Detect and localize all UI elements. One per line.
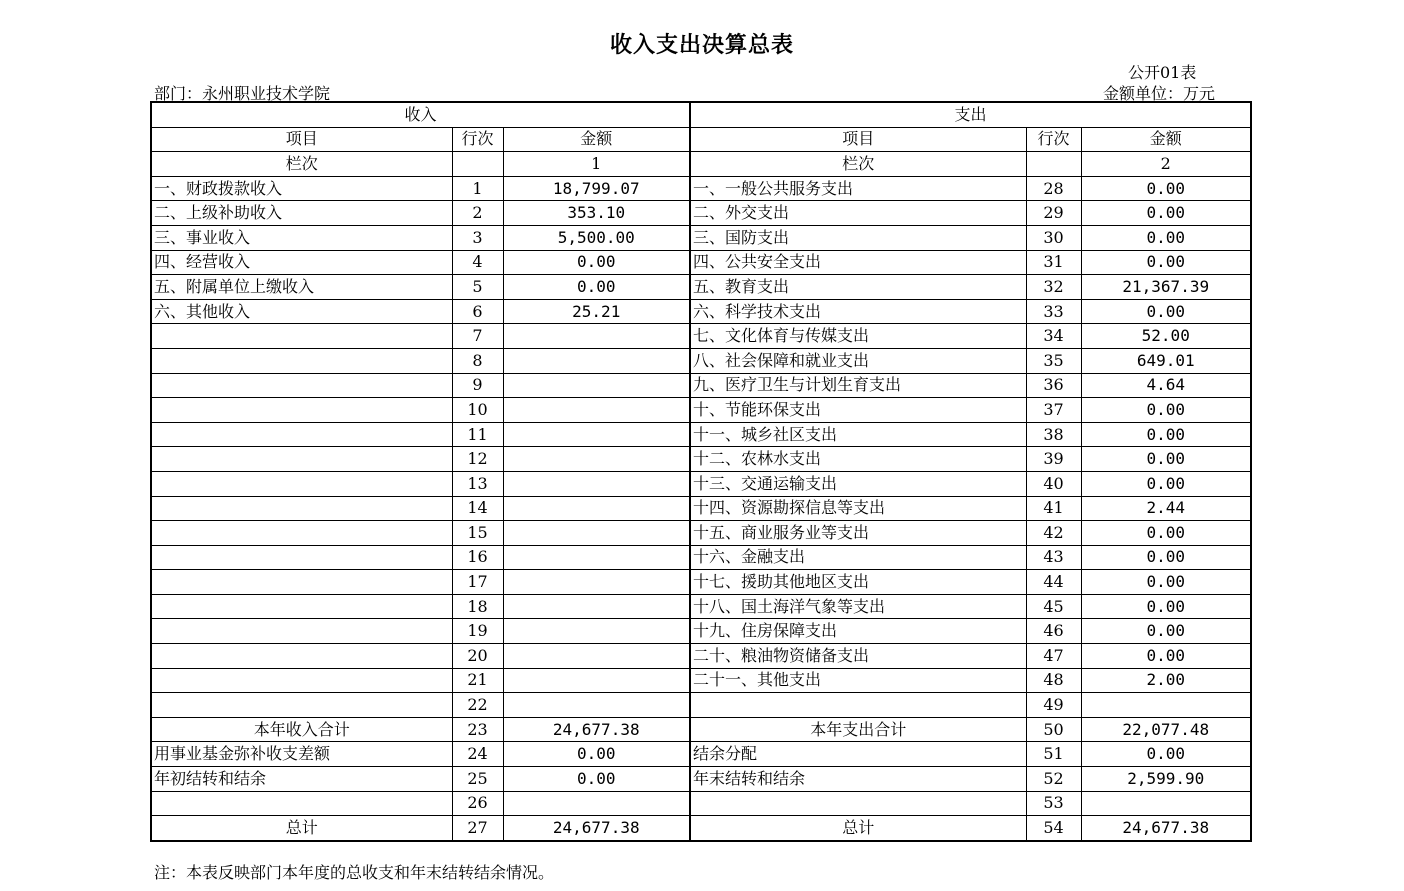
income-amount-cell: [503, 447, 690, 472]
income-rowno-cell: 27: [452, 816, 503, 841]
expense-rowno-header: 行次: [1026, 127, 1081, 152]
unit-label: 金额单位：万元: [1103, 84, 1216, 103]
income-amount-cell: [503, 398, 690, 423]
income-amount-cell: [503, 619, 690, 644]
expense-item-cell: 十八、国土海洋气象等支出: [690, 594, 1026, 619]
table-row: [151, 545, 1251, 570]
expense-item-cell: 九、医疗卫生与计划生育支出: [690, 373, 1026, 398]
income-amount-cell: 25.21: [503, 299, 690, 324]
income-rowno-cell: 23: [452, 717, 503, 742]
expense-rowno-cell: 49: [1026, 693, 1081, 718]
expense-rowno-cell: 36: [1026, 373, 1081, 398]
income-item-cell: [151, 570, 452, 595]
table-row: [151, 570, 1251, 595]
expense-amount-cell: 0.00: [1081, 570, 1251, 595]
expense-rowno-cell: 34: [1026, 324, 1081, 349]
income-rowno-cell: 24: [452, 742, 503, 767]
expense-amount-cell: 52.00: [1081, 324, 1251, 349]
income-item-cell: 二、上级补助收入: [151, 201, 452, 226]
income-rowno-cell: 15: [452, 521, 503, 546]
income-item-cell: 五、附属单位上缴收入: [151, 275, 452, 300]
income-item-cell: 用事业基金弥补收支差额: [151, 742, 452, 767]
income-amount-cell: [503, 644, 690, 669]
expense-item-cell: 二十、粮油物资储备支出: [690, 644, 1026, 669]
expense-amount-cell: 0.00: [1081, 594, 1251, 619]
income-item-cell: 六、其他收入: [151, 299, 452, 324]
income-item-cell: 四、经营收入: [151, 250, 452, 275]
expense-item-header: 项目: [690, 127, 1026, 152]
income-amount-header: 金额: [503, 127, 690, 152]
expense-amount-cell: 24,677.38: [1081, 816, 1251, 841]
expense-rowno-cell: 28: [1026, 176, 1081, 201]
expense-rowno-cell: 33: [1026, 299, 1081, 324]
table-row: [151, 422, 1251, 447]
income-amount-cell: 0.00: [503, 275, 690, 300]
expense-amount-cell: 0.00: [1081, 521, 1251, 546]
income-item-cell: [151, 471, 452, 496]
expense-amount-header: 金额: [1081, 127, 1251, 152]
expense-rowno-cell: 45: [1026, 594, 1081, 619]
expense-amount-cell: 2.00: [1081, 668, 1251, 693]
expense-rowno-cell: 50: [1026, 717, 1081, 742]
expense-item-cell: 十一、城乡社区支出: [690, 422, 1026, 447]
expense-item-cell: 八、社会保障和就业支出: [690, 348, 1026, 373]
expense-rowno-cell: 53: [1026, 791, 1081, 816]
income-amount-cell: [503, 348, 690, 373]
expense-amount-cell: 22,077.48: [1081, 717, 1251, 742]
income-amount-cell: [503, 693, 690, 718]
income-amount-cell: 0.00: [503, 767, 690, 792]
table-row: [151, 816, 1251, 841]
income-amount-cell: 18,799.07: [503, 176, 690, 201]
expense-amount-cell: 0.00: [1081, 619, 1251, 644]
income-item-cell: 总计: [151, 816, 452, 841]
expense-amount-cell: 2.44: [1081, 496, 1251, 521]
expense-item-cell: 二十一、其他支出: [690, 668, 1026, 693]
table-row: [151, 717, 1251, 742]
expense-amount-cell: 0.00: [1081, 176, 1251, 201]
expense-amount-cell: 4.64: [1081, 373, 1251, 398]
income-item-cell: [151, 791, 452, 816]
expense-amount-cell: 0.00: [1081, 398, 1251, 423]
expense-amount-cell: 0.00: [1081, 644, 1251, 669]
expense-amount-cell: 2,599.90: [1081, 767, 1251, 792]
expense-item-cell: 七、文化体育与传媒支出: [690, 324, 1026, 349]
section-header-row: [151, 102, 1251, 127]
table-row: [151, 619, 1251, 644]
table-row: [151, 348, 1251, 373]
expense-rowno-cell: 30: [1026, 225, 1081, 250]
table-row: [151, 521, 1251, 546]
income-item-cell: 一、财政拨款收入: [151, 176, 452, 201]
income-amount-cell: [503, 521, 690, 546]
income-rowno-cell: 5: [452, 275, 503, 300]
expense-rowno-cell: 46: [1026, 619, 1081, 644]
expense-item-cell: 十六、金融支出: [690, 545, 1026, 570]
table-row: [151, 398, 1251, 423]
income-column-label: 栏次: [151, 152, 452, 177]
income-item-cell: [151, 324, 452, 349]
income-rowno-cell: 20: [452, 644, 503, 669]
department-label: 部门：永州职业技术学院: [154, 84, 331, 103]
table-row: [151, 201, 1251, 226]
income-rowno-cell: 26: [452, 791, 503, 816]
income-item-cell: [151, 348, 452, 373]
table-row: [151, 693, 1251, 718]
expense-rowno-cell: 41: [1026, 496, 1081, 521]
table-row: [151, 594, 1251, 619]
income-rowno-cell: 18: [452, 594, 503, 619]
table-row: [151, 373, 1251, 398]
expense-amount-cell: [1081, 791, 1251, 816]
expense-rowno-cell: 29: [1026, 201, 1081, 226]
table-row: [151, 668, 1251, 693]
expense-amount-cell: [1081, 693, 1251, 718]
income-amount-cell: 353.10: [503, 201, 690, 226]
income-item-cell: [151, 422, 452, 447]
expense-item-cell: 十五、商业服务业等支出: [690, 521, 1026, 546]
table-row: [151, 225, 1251, 250]
income-amount-cell: [503, 496, 690, 521]
expense-item-cell: 二、外交支出: [690, 201, 1026, 226]
expense-item-cell: 总计: [690, 816, 1026, 841]
income-amount-cell: [503, 570, 690, 595]
expense-section-header: 支出: [690, 102, 1251, 127]
income-item-cell: [151, 398, 452, 423]
table-row: [151, 767, 1251, 792]
expense-item-cell: 三、国防支出: [690, 225, 1026, 250]
expense-rowno-cell: 42: [1026, 521, 1081, 546]
expense-amount-cell: 21,367.39: [1081, 275, 1251, 300]
income-amount-cell: [503, 791, 690, 816]
column-header-row: [151, 127, 1251, 152]
income-amount-cell: 5,500.00: [503, 225, 690, 250]
expense-item-cell: 十九、住房保障支出: [690, 619, 1026, 644]
expense-amount-cell: 649.01: [1081, 348, 1251, 373]
expense-item-cell: 十、节能环保支出: [690, 398, 1026, 423]
income-rowno-cell: 16: [452, 545, 503, 570]
income-rowno-cell: 1: [452, 176, 503, 201]
footnote: 注：本表反映部门本年度的总收支和年末结转结余情况。: [154, 863, 555, 882]
income-amount-cell: [503, 545, 690, 570]
table-row: [151, 471, 1251, 496]
income-item-cell: [151, 594, 452, 619]
expense-rowno-cell: 31: [1026, 250, 1081, 275]
income-rowno-cell: 22: [452, 693, 503, 718]
expense-rowno-cell: 37: [1026, 398, 1081, 423]
income-amount-cell: [503, 594, 690, 619]
expense-rowno-cell: 44: [1026, 570, 1081, 595]
income-item-header: 项目: [151, 127, 452, 152]
form-number: 公开01表: [1128, 63, 1197, 82]
income-item-cell: [151, 644, 452, 669]
income-expense-table: [150, 101, 1252, 842]
table-row: [151, 176, 1251, 201]
income-amount-cell: [503, 422, 690, 447]
expense-item-cell: [690, 693, 1026, 718]
expense-amount-cell: 0.00: [1081, 250, 1251, 275]
expense-amount-cell: 0.00: [1081, 545, 1251, 570]
income-item-cell: [151, 619, 452, 644]
expense-amount-cell: 0.00: [1081, 299, 1251, 324]
expense-rowno-cell: 52: [1026, 767, 1081, 792]
expense-amount-cell: 0.00: [1081, 201, 1251, 226]
income-amount-cell: [503, 324, 690, 349]
income-rowno-cell: 9: [452, 373, 503, 398]
income-rowno-cell: 14: [452, 496, 503, 521]
expense-column-label: 栏次: [690, 152, 1026, 177]
income-rowno-cell: 3: [452, 225, 503, 250]
income-column-blank: [452, 152, 503, 177]
income-rowno-cell: 12: [452, 447, 503, 472]
expense-rowno-cell: 35: [1026, 348, 1081, 373]
expense-amount-cell: 0.00: [1081, 471, 1251, 496]
expense-item-cell: [690, 791, 1026, 816]
expense-rowno-cell: 43: [1026, 545, 1081, 570]
table-row: [151, 324, 1251, 349]
income-amount-cell: [503, 471, 690, 496]
expense-item-cell: 十二、农林水支出: [690, 447, 1026, 472]
expense-amount-cell: 0.00: [1081, 422, 1251, 447]
income-rowno-cell: 13: [452, 471, 503, 496]
income-rowno-cell: 17: [452, 570, 503, 595]
income-amount-cell: [503, 373, 690, 398]
income-item-cell: [151, 521, 452, 546]
expense-rowno-cell: 39: [1026, 447, 1081, 472]
table-row: [151, 299, 1251, 324]
expense-item-cell: 十七、援助其他地区支出: [690, 570, 1026, 595]
income-rowno-cell: 11: [452, 422, 503, 447]
income-amount-cell: 0.00: [503, 742, 690, 767]
expense-amount-cell: 0.00: [1081, 447, 1251, 472]
expense-rowno-cell: 51: [1026, 742, 1081, 767]
table-row: [151, 250, 1251, 275]
income-rowno-cell: 6: [452, 299, 503, 324]
table-row: [151, 644, 1251, 669]
expense-amount-cell: 0.00: [1081, 742, 1251, 767]
income-item-cell: [151, 693, 452, 718]
income-item-cell: [151, 545, 452, 570]
table-row: [151, 791, 1251, 816]
income-rowno-cell: 4: [452, 250, 503, 275]
expense-item-cell: 本年支出合计: [690, 717, 1026, 742]
income-rowno-cell: 25: [452, 767, 503, 792]
table-row: [151, 447, 1251, 472]
expense-rowno-cell: 38: [1026, 422, 1081, 447]
expense-rowno-cell: 32: [1026, 275, 1081, 300]
expense-item-cell: 一、一般公共服务支出: [690, 176, 1026, 201]
income-rowno-cell: 21: [452, 668, 503, 693]
income-rowno-cell: 19: [452, 619, 503, 644]
expense-item-cell: 五、教育支出: [690, 275, 1026, 300]
table-row: [151, 742, 1251, 767]
income-item-cell: [151, 668, 452, 693]
table-row: [151, 496, 1251, 521]
income-item-cell: 年初结转和结余: [151, 767, 452, 792]
income-amount-cell: 24,677.38: [503, 816, 690, 841]
expense-rowno-cell: 40: [1026, 471, 1081, 496]
expense-item-cell: 四、公共安全支出: [690, 250, 1026, 275]
expense-item-cell: 十四、资源勘探信息等支出: [690, 496, 1026, 521]
income-rowno-cell: 8: [452, 348, 503, 373]
expense-rowno-cell: 48: [1026, 668, 1081, 693]
income-amount-cell: 24,677.38: [503, 717, 690, 742]
income-amount-cell: 0.00: [503, 250, 690, 275]
income-item-cell: [151, 373, 452, 398]
expense-amount-cell: 0.00: [1081, 225, 1251, 250]
expense-column-blank: [1026, 152, 1081, 177]
income-rowno-cell: 10: [452, 398, 503, 423]
income-item-cell: [151, 447, 452, 472]
income-item-cell: [151, 496, 452, 521]
income-amount-cell: [503, 668, 690, 693]
table-row: [151, 275, 1251, 300]
income-rowno-header: 行次: [452, 127, 503, 152]
income-rowno-cell: 7: [452, 324, 503, 349]
income-column-index: 1: [503, 152, 690, 177]
expense-item-cell: 六、科学技术支出: [690, 299, 1026, 324]
expense-item-cell: 结余分配: [690, 742, 1026, 767]
expense-item-cell: 十三、交通运输支出: [690, 471, 1026, 496]
expense-rowno-cell: 54: [1026, 816, 1081, 841]
income-section-header: 收入: [151, 102, 690, 127]
expense-column-index: 2: [1081, 152, 1251, 177]
column-index-row: [151, 152, 1251, 177]
expense-item-cell: 年末结转和结余: [690, 767, 1026, 792]
income-item-cell: 本年收入合计: [151, 717, 452, 742]
report-title: 收入支出决算总表: [609, 32, 794, 58]
income-item-cell: 三、事业收入: [151, 225, 452, 250]
expense-rowno-cell: 47: [1026, 644, 1081, 669]
income-rowno-cell: 2: [452, 201, 503, 226]
